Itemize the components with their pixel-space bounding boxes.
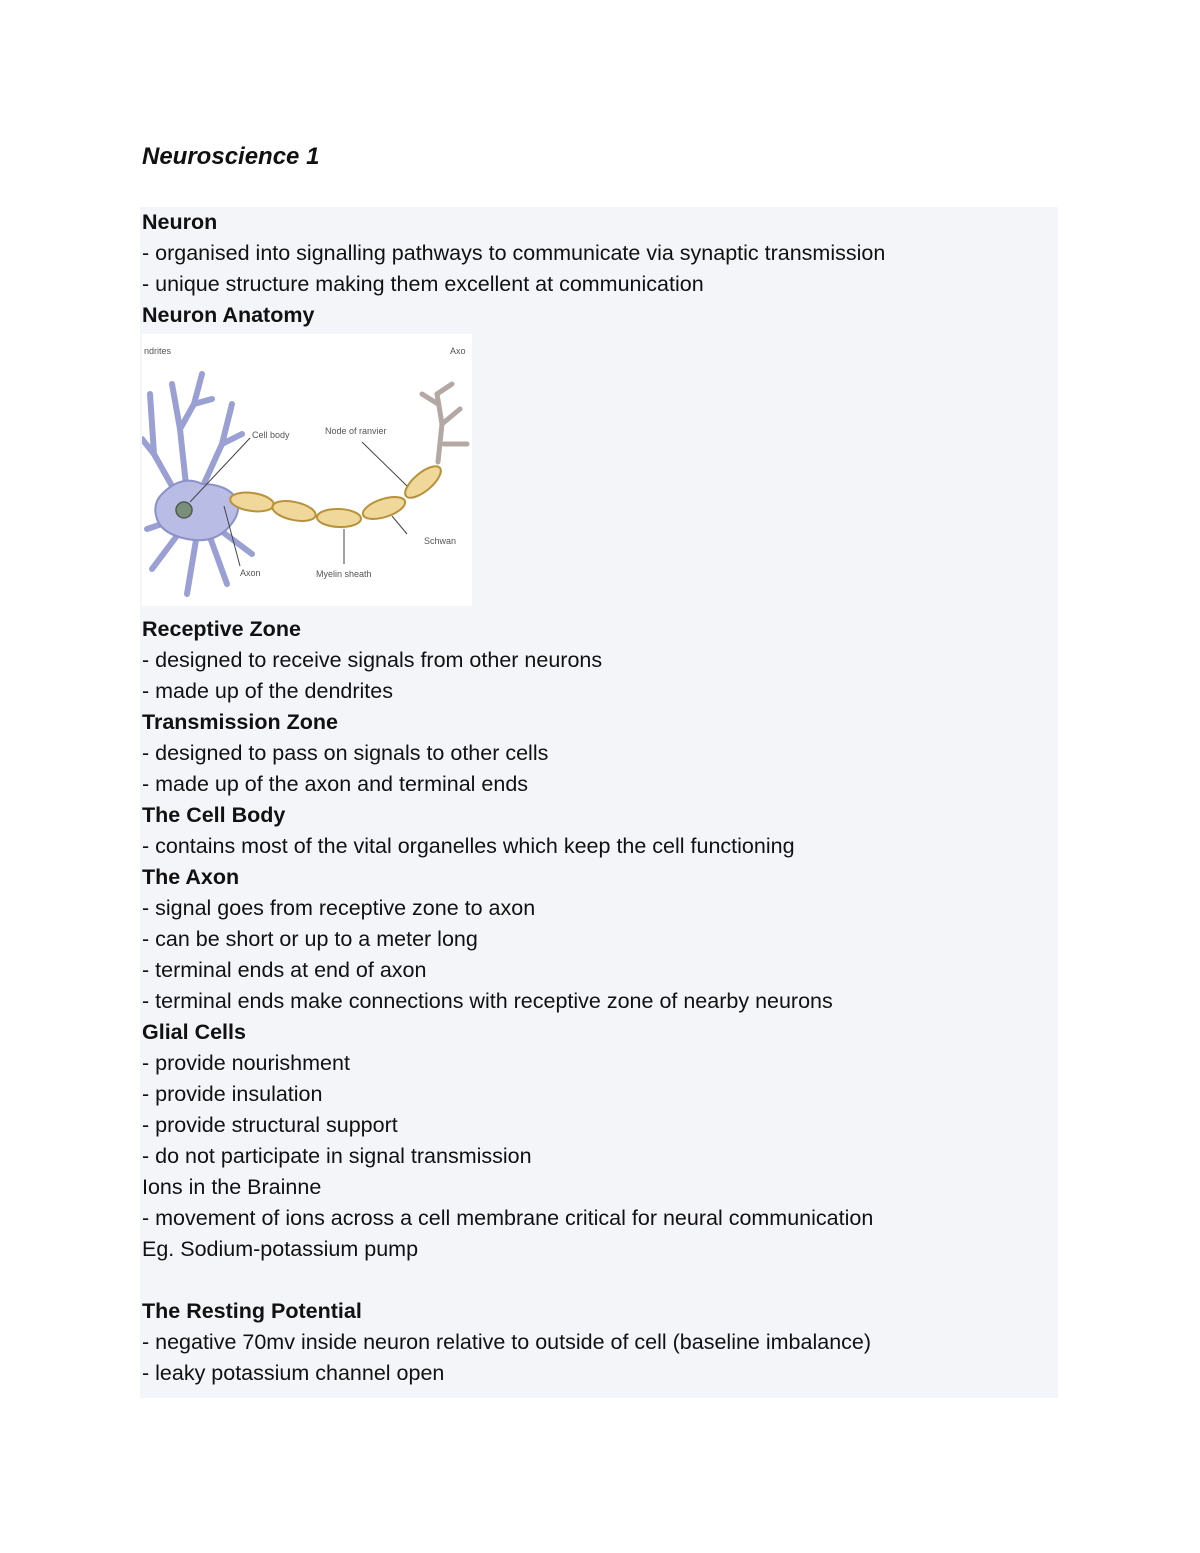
bullet-line: - terminal ends at end of axon bbox=[142, 958, 427, 982]
document-body bbox=[140, 207, 1058, 1398]
section-heading-neuron-anatomy: Neuron Anatomy bbox=[142, 303, 315, 327]
bullet-line: - negative 70mv inside neuron relative to outside of cell (baseline imbalance) bbox=[142, 1330, 872, 1354]
figure-label-axon: Axon bbox=[240, 568, 261, 578]
neuron-diagram-svg bbox=[142, 334, 472, 606]
bullet-line: - provide structural support bbox=[142, 1113, 398, 1137]
page-title: Neuroscience 1 bbox=[142, 143, 320, 170]
bullet-line: - do not participate in signal transmission bbox=[142, 1144, 532, 1168]
bullet-line: - provide nourishment bbox=[142, 1051, 350, 1075]
cell-body-shape bbox=[155, 481, 238, 541]
section-heading-receptive-zone: Receptive Zone bbox=[142, 617, 301, 641]
bullet-line: - organised into signalling pathways to communicate via synaptic transmission bbox=[142, 241, 886, 265]
section-heading-ions-in-the-brain: Ions in the Brainne bbox=[142, 1175, 322, 1199]
figure-label-dendrites: ndrites bbox=[144, 346, 172, 356]
bullet-line: - designed to pass on signals to other cells bbox=[142, 741, 549, 765]
figure-label-cell-body: Cell body bbox=[252, 430, 290, 440]
bullet-line: - terminal ends make connections with receptive zone of nearby neurons bbox=[142, 989, 833, 1013]
neuron-anatomy-diagram bbox=[142, 334, 472, 606]
bullet-line: - made up of the dendrites bbox=[142, 679, 393, 703]
section-heading-cell-body: The Cell Body bbox=[142, 803, 286, 827]
figure-label-axon-terminal: Axo bbox=[450, 346, 466, 356]
blank-line bbox=[142, 1265, 1054, 1296]
bullet-line: - contains most of the vital organelles which keep the cell functioning bbox=[142, 834, 795, 858]
bullet-line: - designed to receive signals from other neurons bbox=[142, 648, 603, 672]
nucleus-shape bbox=[176, 502, 192, 518]
bullet-line: - leaky potassium channel open bbox=[142, 1361, 445, 1385]
bullet-line: - can be short or up to a meter long bbox=[142, 927, 478, 951]
section-heading-resting-potential: The Resting Potential bbox=[142, 1299, 362, 1323]
example-line: Eg. Sodium-potassium pump bbox=[142, 1237, 419, 1261]
figure-label-schwann: Schwan bbox=[424, 536, 457, 546]
axon-terminal-shape bbox=[422, 384, 467, 462]
bullet-line: - made up of the axon and terminal ends bbox=[142, 772, 529, 796]
myelin-sheath-shape bbox=[229, 461, 446, 528]
bullet-line: - unique structure making them excellent at communication bbox=[142, 272, 704, 296]
section-heading-glial-cells: Glial Cells bbox=[142, 1020, 246, 1044]
bullet-line: - movement of ions across a cell membrane critical for neural communication bbox=[142, 1206, 874, 1230]
figure-label-myelin-sheath: Myelin sheath bbox=[316, 569, 372, 579]
section-heading-axon: The Axon bbox=[142, 865, 240, 889]
figure-label-node-of-ranvier: Node of ranvier bbox=[325, 426, 387, 436]
section-heading-neuron: Neuron bbox=[142, 210, 218, 234]
bullet-line: - provide insulation bbox=[142, 1082, 323, 1106]
section-heading-transmission-zone: Transmission Zone bbox=[142, 710, 338, 734]
bullet-line: - signal goes from receptive zone to axon bbox=[142, 896, 536, 920]
